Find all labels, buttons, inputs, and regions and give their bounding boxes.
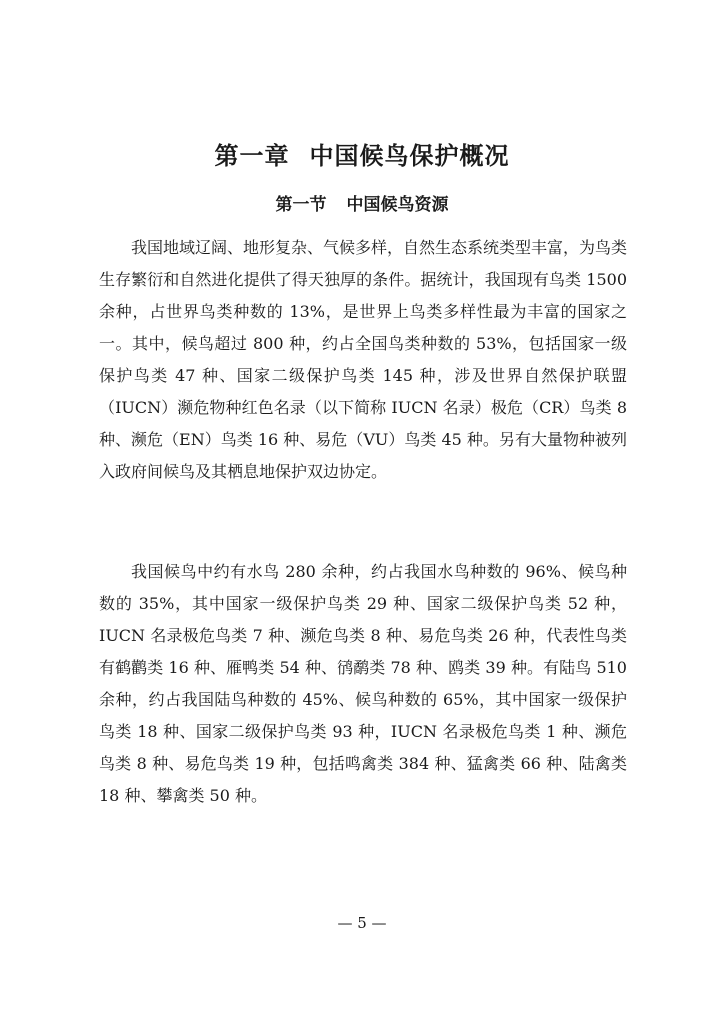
section-number: 第一节 [275, 195, 327, 215]
chapter-title [0, 136, 724, 171]
chapter-name: 中国候鸟保护概况 [309, 142, 510, 170]
section-name: 中国候鸟资源 [346, 195, 449, 215]
body-paragraph-1: 我国地域辽阔、地形复杂、气候多样，自然生态系统类型丰富，为鸟类生存繁衍和自然进化提供了得天独厚的条件。据统计，我国现有鸟类 1500 余种，占世界鸟类种数的 13%，是世界上鸟类多样性最为丰富的国家之一。其中，候鸟超过 800 种，约占全国鸟类种数的 53%，包括国家一级保护鸟类 47 种、国家二级保护鸟类 145 种，涉及世界自然保护联盟（IUCN）濒危物种红色名录（以下简称 IUCN 名录）极危（CR）鸟类 8 种、濒危（EN）鸟类 16 种、易危（VU）鸟类 45 种。另有大量物种被列入政府间候鸟及其栖息地保护双边协定。 [99, 238, 628, 481]
body-paragraph-2: 我国候鸟中约有水鸟 280 余种，约占我国水鸟种数的 96%、候鸟种数的 35%，其中国家一级保护鸟类 29 种、国家二级保护鸟类 52 种，IUCN 名录极危鸟类 7 种、濒危鸟类 8 种、易危鸟类 26 种，代表性鸟类有鹤鹳类 16 种、雁鸭类 54 种、鸻鹬类 78 种、鸥类 39 种。有陆鸟 510 余种，约占我国陆鸟种数的 45%、候鸟种数的 65%，其中国家一级保护鸟类 18 种、国家二级保护鸟类 93 种，IUCN 名录极危鸟类 1 种、濒危鸟类 8 种、易危鸟类 19 种，包括鸣禽类 384 种、猛禽类 66 种、陆禽类 18 种、攀禽类 50 种。 [99, 562, 627, 805]
chapter-number: 第一章 [214, 142, 290, 170]
page-number: — 5 — [337, 914, 387, 932]
section-title [0, 190, 724, 215]
